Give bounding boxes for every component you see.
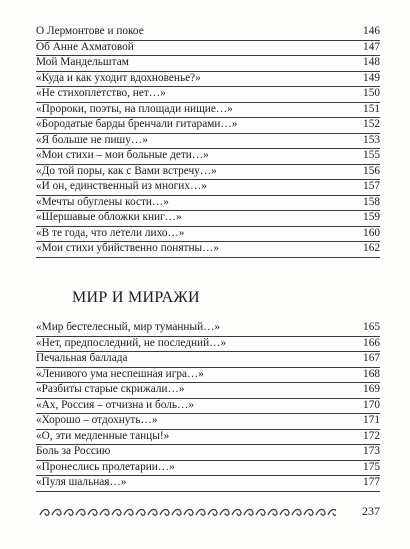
toc-entry-title: Об Анне Ахматовой [36, 40, 134, 53]
toc-entry-title: «Шершавые обложки книг…» [36, 211, 182, 223]
toc-entry-page: 169 [363, 383, 380, 395]
toc-entry-title: «Я больше не пишу…» [36, 133, 148, 146]
toc-entry-title: «Хорошо – отдохнуть…» [36, 414, 158, 426]
toc-entry-title: «Пронеслись пролетарии…» [36, 460, 175, 473]
toc-entry-page: 158 [363, 195, 380, 208]
toc-entry [36, 430, 380, 446]
toc-entry-page: 175 [363, 460, 380, 473]
toc-entry [36, 242, 380, 258]
toc-entry-page: 173 [363, 445, 380, 457]
decorative-ornament-border [36, 506, 336, 520]
toc-entry [36, 165, 380, 181]
toc-list-bottom [36, 321, 380, 492]
toc-entry-title: «Ленивого ума неспешная игра…» [36, 367, 204, 380]
toc-entry-title: «В те года, что летели лихо…» [36, 226, 185, 239]
toc-entry [36, 149, 380, 165]
toc-entry-page: 149 [363, 71, 380, 84]
toc-entry-page: 167 [363, 352, 380, 364]
toc-entry [36, 414, 380, 430]
toc-entry-title: Печальная баллада [36, 352, 128, 364]
toc-entry [36, 41, 380, 57]
toc-entry-page: 153 [363, 133, 380, 146]
toc-entry-title: «Мои стихи – мои больные дети…» [36, 149, 209, 161]
toc-entry-title: «Нет, предпоследний, не последний…» [36, 336, 227, 349]
toc-entry-page: 162 [363, 242, 380, 254]
toc-entry-page: 171 [363, 414, 380, 426]
toc-entry [36, 56, 380, 72]
toc-entry-page: 170 [363, 398, 380, 411]
toc-entry-title: «Разбиты старые скрижали…» [36, 383, 185, 395]
toc-entry [36, 461, 380, 477]
toc-entry-page: 148 [363, 56, 380, 68]
toc-entry-title: «Пророки, поэты, на площади нищие…» [36, 102, 233, 115]
toc-entry-page: 165 [363, 321, 380, 333]
page-number: 237 [362, 504, 380, 518]
toc-entry-title: «Пуля шальная…» [36, 476, 127, 488]
toc-entry [36, 72, 380, 88]
toc-entry-title: «До той поры, как с Вами встречу…» [36, 164, 217, 177]
toc-entry-page: 146 [363, 25, 380, 37]
section-title: МИР И МИРАЖИ [72, 289, 200, 306]
toc-entry [36, 211, 380, 227]
toc-entry-title: «Мир бестелесный, мир туманный…» [36, 321, 221, 333]
toc-entry-title: «Бородатые барды бренчали гитарами…» [36, 118, 238, 130]
toc-entry-page: 151 [363, 102, 380, 115]
toc-entry-page: 160 [363, 226, 380, 239]
toc-entry [36, 227, 380, 243]
toc-entry [36, 87, 380, 103]
toc-entry [36, 352, 380, 368]
toc-entry-page: 150 [363, 87, 380, 99]
toc-entry-page: 177 [363, 476, 380, 488]
toc-entry-page: 157 [363, 180, 380, 192]
toc-entry-title: «О, эти медленные танцы!» [36, 429, 170, 442]
toc-entry [36, 337, 380, 353]
toc-entry [36, 321, 380, 337]
toc-entry-page: 147 [363, 40, 380, 53]
toc-entry-title: «Ах, Россия – отчизна и боль…» [36, 398, 194, 411]
toc-entry-page: 156 [363, 164, 380, 177]
toc-entry-title: «Куда и как уходит вдохновенье?» [36, 71, 201, 84]
toc-entry [36, 25, 380, 41]
toc-entry-title: Мой Мандельштам [36, 56, 129, 68]
toc-entry-title: «Мечты обуглены кости…» [36, 195, 169, 208]
toc-entry [36, 103, 380, 119]
toc-entry-page: 159 [363, 211, 380, 223]
toc-entry-title: «Не стихоплетство, нет…» [36, 87, 166, 99]
toc-entry [36, 118, 380, 134]
toc-entry [36, 368, 380, 384]
toc-entry-page: 152 [363, 118, 380, 130]
toc-entry-page: 155 [363, 149, 380, 161]
toc-entry [36, 196, 380, 212]
toc-entry-title: «И он, единственный из многих…» [36, 180, 207, 192]
toc-entry [36, 180, 380, 196]
toc-entry [36, 445, 380, 461]
toc-entry [36, 134, 380, 150]
toc-entry [36, 399, 380, 415]
toc-entry [36, 383, 380, 399]
toc-list-top [36, 25, 380, 258]
toc-entry [36, 476, 380, 492]
toc-entry-page: 168 [363, 367, 380, 380]
toc-entry-title: «Мои стихи убийственно понятны…» [36, 242, 220, 254]
toc-entry-title: О Лермонтове и покое [36, 25, 144, 37]
toc-entry-title: Боль за Россию [36, 445, 111, 457]
toc-entry-page: 172 [363, 429, 380, 442]
toc-entry-page: 166 [363, 336, 380, 349]
